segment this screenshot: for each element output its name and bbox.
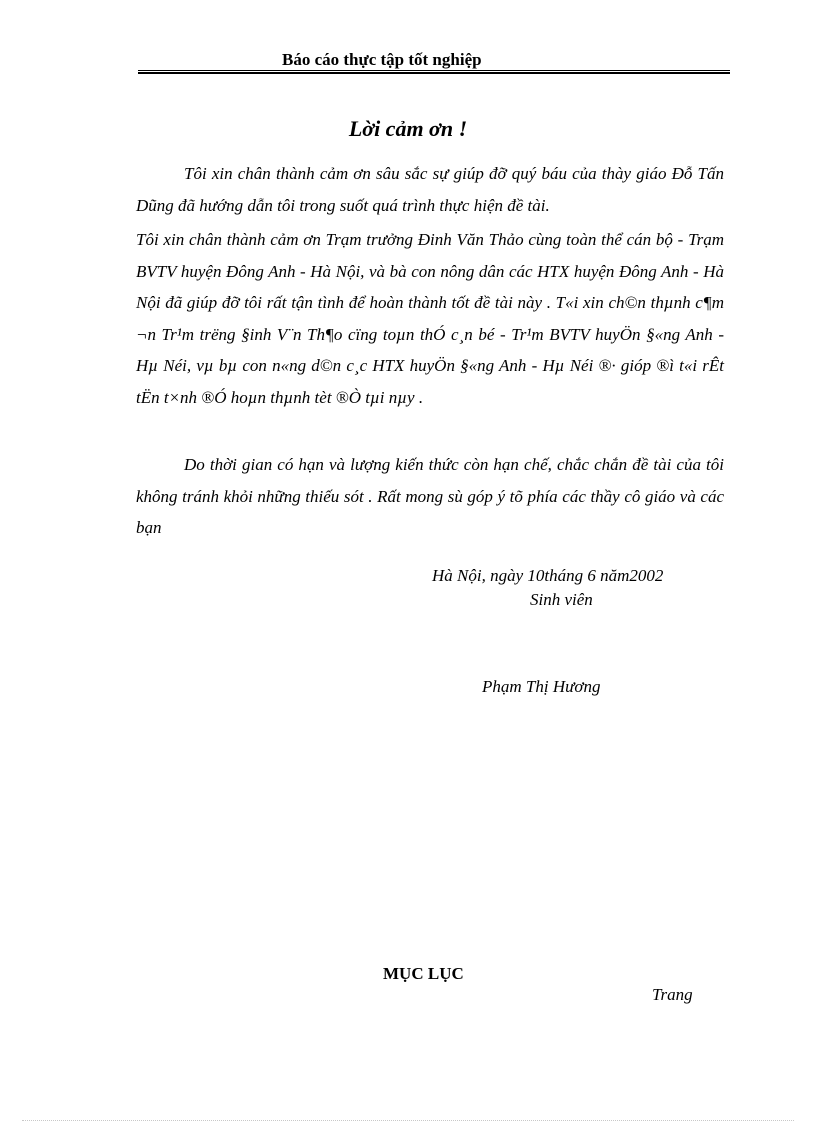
page-boundary-line [22, 1120, 794, 1121]
acknowledgement-heading: Lời cảm ơn ! [348, 116, 468, 141]
signature-date: Hà Nội, ngày 10tháng 6 năm2002 [432, 566, 664, 585]
signature-role: Sinh viên [530, 590, 593, 609]
header-rule [138, 70, 730, 74]
table-of-contents-page-label: Trang [652, 985, 693, 1004]
acknowledgement-paragraph-1: Tôi xin chân thành cảm ơn sâu sắc sự giúp đỡ quý báu của thày giáo Đỗ Tấn Dũng đã hướng dẫn tôi trong suốt quá trình thực hiện đề tài. [136, 164, 724, 215]
running-header-title: Báo cáo thực tập tốt nghiệp [282, 50, 482, 69]
signature-name: Phạm Thị Hương [482, 677, 601, 696]
table-of-contents-title: MỤC LỤC [383, 964, 464, 983]
acknowledgement-paragraph-2: Tôi xin chân thành cảm ơn Trạm trưởng Đinh Văn Thảo cùng toàn thể cán bộ - Trạm BVTV huyện Đông Anh - Hà Nội, và bà con nông dân các HTX huyện Đông Anh - Hà Nội đã giúp đỡ tôi rất tận tình để hoàn thành tốt đề tài này . T«i xin ch©n thµnh c¶m ¬n Tr¹m trëng §inh V¨n Th¶o cïng toµn thÓ c¸n bé - Tr¹m BVTV huyÖn §«ng Anh - Hµ Néi, vµ bµ con n«ng d©n c¸c HTX huyÖn §«ng Anh - Hµ Néi ®· gióp ®ì t«i rÊt tËn t×nh ®Ó hoµn thµnh tèt ®Ò tµi nµy . [136, 230, 724, 407]
acknowledgement-paragraph-3: Do thời gian có hạn và lượng kiến thức còn hạn chế, chắc chắn đề tài của tôi không tránh khỏi những thiếu sót . Rất mong sù góp ý tõ phía các thầy cô giáo và các bạn [136, 455, 724, 537]
